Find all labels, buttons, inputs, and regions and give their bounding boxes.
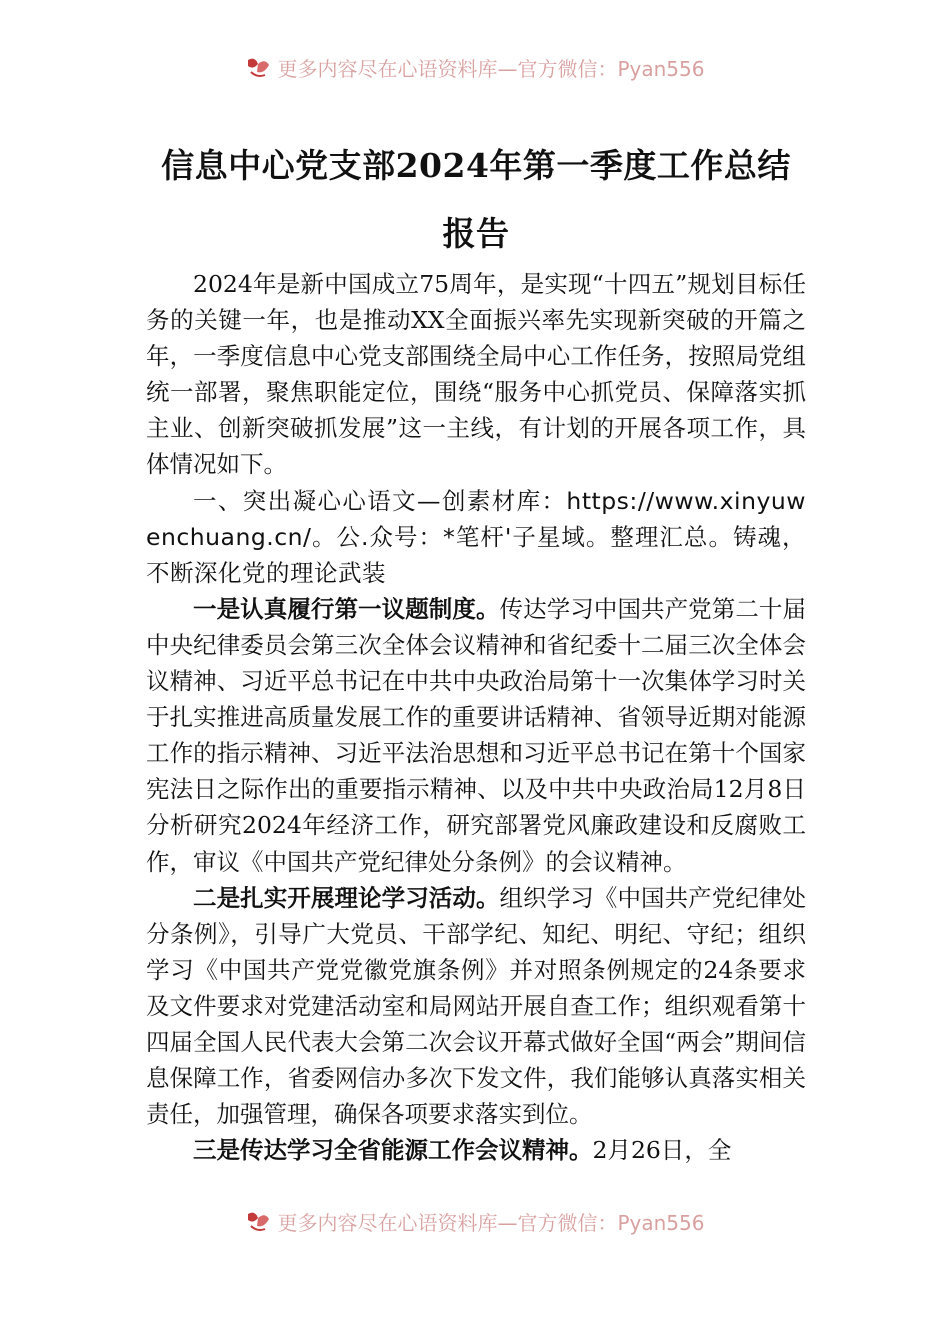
section-heading-1: 一、突出凝心心语文—创素材库：https://www.xinyuwenchuang.cn/。公.众号：*笔杆'子星域。整理汇总。铸魂，不断深化党的理论武装 [146,486,806,587]
watermark-logo-icon [245,1210,271,1232]
watermark-bottom [0,1206,950,1236]
document-title-line1: 信息中心党支部2024年第一季度工作总结 [161,146,791,185]
paragraph-3-lead: 三是传达学习全省能源工作会议精神。 [193,1136,593,1165]
paragraph-3-body: 2月26日，全 [592,1136,732,1165]
paragraph-2-lead: 二是扎实开展理论学习活动。 [193,883,500,912]
paragraph-2-body: 组织学习《中国共产党纪律处分条例》，引导广大党员、干部学纪、知纪、明纪、守纪；组织学习《中国共产党党徽党旗条例》并对照条例规定的24条要求及文件要求对党建活动室和局网站开展自查工作；组织观看第十四届全国人民代表大会第二次会议开幕式做好全国“两会”期间信息保障工作，省委网信办多次下发文件，我们能够认真落实相关责任，加强管理，确保各项要求落实到位。 [146,883,807,1129]
paragraph-1 [146,591,806,880]
watermark-text: 更多内容尽在心语资料库—官方微信：Pyan556 [277,1210,705,1235]
document-body [146,266,806,1168]
paragraph-2 [146,880,806,1133]
paragraph-1-lead: 一是认真履行第一议题制度。 [193,594,500,623]
watermark-logo-icon [245,56,271,78]
watermark-top [0,52,950,82]
paragraph-1-body: 传达学习中国共产党第二十届中央纪律委员会第三次全体会议精神和省纪委十二届三次全体会议精神、习近平总书记在中共中央政治局第十一次集体学习时关于扎实推进高质量发展工作的重要讲话精神、省领导近期对能源工作的指示精神、习近平法治思想和习近平总书记在第十个国家宪法日之际作出的重要指示精神、以及中共中央政治局12月8日分析研究2024年经济工作，研究部署党风廉政建设和反腐败工作，审议《中国共产党纪律处分条例》的会议精神。 [146,594,807,876]
document-title-line2: 报告 [442,214,510,253]
watermark-text: 更多内容尽在心语资料库—官方微信：Pyan556 [277,56,705,81]
paragraph-3 [146,1132,806,1168]
intro-paragraph: 2024年是新中国成立75周年，是实现“十四五”规划目标任务的关键一年，也是推动XX全面振兴率先实现新突破的开篇之年，一季度信息中心党支部围绕全局中心工作任务，按照局党组统一部署，聚焦职能定位，围绕“服务中心抓党员、保障落实抓主业、创新突破抓发展”这一主线，有计划的开展各项工作，具体情况如下。 [146,270,806,479]
